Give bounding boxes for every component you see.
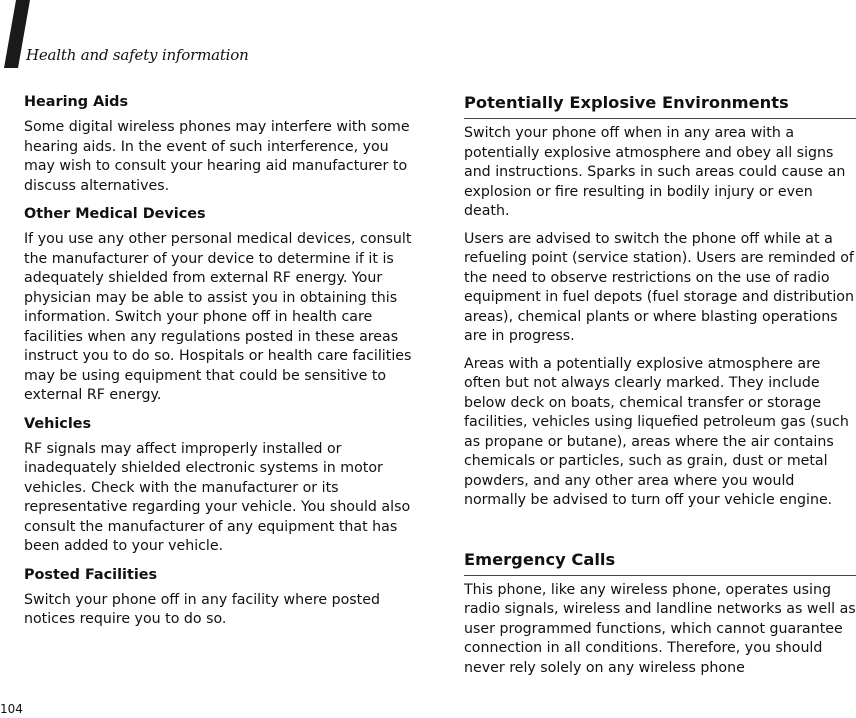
other-medical-devices-text: If you use any other personal medical devices, consult the manufacturer of your device to determine if it is adequately shielded from external RF energy. Your physician may be able to assist you in obtaining this information. Switch your phone off in health care facilities when any regulations posted in these areas instruct you to do so. Hospitals or health care facilities may be using equipment that could be sensitive to external RF energy. — [24, 231, 412, 403]
other-medical-devices-heading: Other Medical Devices — [24, 206, 206, 222]
explosive-environments-paragraph-2: Users are advised to switch the phone off while at a refueling point (service station). Users are reminded of the need to observe restrictions on the use of radio equipment in fuel depots (fuel storage and distribution areas), chemical plants or where blasting operations are in progress. — [464, 230, 854, 344]
page-header-title: Health and safety information — [26, 46, 249, 64]
section-spacer — [464, 519, 856, 549]
vehicles-text: RF signals may affect improperly installed or inadequately shielded electronic systems in motor vehicles. Check with the manufacturer or its representative regarding your vehicle. You should also consult the manufacturer of any equipment that has been added to your vehicle. — [24, 440, 411, 554]
hearing-aids-text: Some digital wireless phones may interfere with some hearing aids. In the event of such interference, you may wish to consult your hearing aid manufacturer to discuss alternatives. — [24, 119, 410, 194]
emergency-calls-paragraph-1: This phone, like any wireless phone, operates using radio signals, wireless and landline networks as well as user programmed functions, which cannot guarantee connection in all conditions. Therefore, you should never rely solely on any wireless phone — [464, 581, 856, 676]
right-column — [464, 92, 856, 686]
vehicles-heading: Vehicles — [24, 415, 92, 432]
left-column — [24, 92, 416, 638]
section-emergency-calls — [464, 549, 856, 679]
section-vehicles — [24, 414, 416, 557]
section-other-medical-devices — [24, 204, 416, 406]
section-hearing-aids — [24, 92, 416, 196]
section-posted-facilities — [24, 565, 416, 630]
posted-facilities-heading: Posted Facilities — [24, 566, 158, 583]
explosive-environments-paragraph-3: Areas with a potentially explosive atmosphere are often but not always clearly marked. They include below deck on boats, chemical transfer or storage facilities, vehicles using liquefied petroleum gas (such as propane or butane), areas where the air contains chemicals or particles, such as grain, dust or metal powders, and any other area where you would normally be advised to turn off your vehicle engine. — [464, 355, 849, 508]
page-number: 104 — [0, 702, 23, 716]
explosive-environments-paragraph-1: Switch your phone off when in any area with a potentially explosive atmosphere and obey all signs and instructions. Sparks in such areas could cause an explosion or fire resulting in bodily injury or even death. — [464, 125, 846, 219]
posted-facilities-text: Switch your phone off in any facility where posted notices require you to do so. — [24, 591, 380, 627]
emergency-calls-heading: Emergency Calls — [464, 549, 856, 576]
hearing-aids-heading: Hearing Aids — [24, 94, 129, 110]
section-explosive-environments — [464, 92, 856, 511]
explosive-environments-heading: Potentially Explosive Environments — [464, 92, 856, 119]
